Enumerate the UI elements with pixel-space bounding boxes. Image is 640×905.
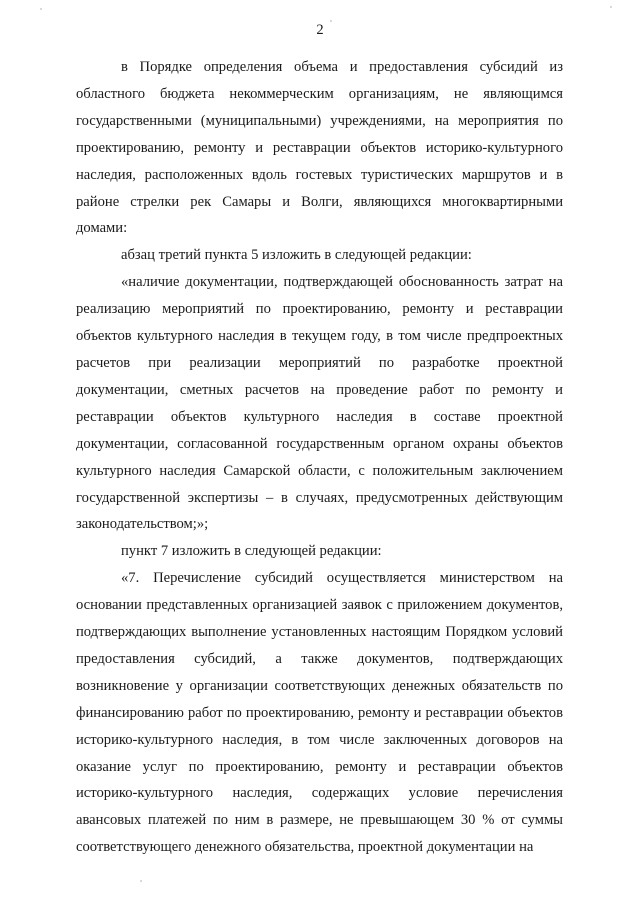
paragraph-clause-5-instruction: абзац третий пункта 5 изложить в следующей редакции:: [121, 247, 472, 264]
document-body: [76, 54, 563, 861]
scan-speck: [140, 880, 142, 882]
scan-speck: [330, 20, 332, 22]
paragraph-clause-7-text: «7. Перечисление субсидий осуществляется министерством на основании представленных организацией заявок с приложением документов, подтверждающих выполнение установленных настоящим Порядком условий предоставления субсидий, а также документов, подтверждающих возникновение у организации соответствующих денежных обязательств по финансированию работ по проектированию, ремонту и реставрации объектов историко-культурного наследия, в том числе заключенных договоров на оказание услуг по проектированию, ремонту и реставрации объектов историко-культурного наследия, содержащих условие перечисления авансовых платежей по ним в размере, не превышающем 30 % от суммы соответствующего денежного обязательства, проектной документации на: [76, 570, 563, 856]
paragraph-order-title: в Порядке определения объема и предоставления субсидий из областного бюджета некоммерческим организациям, не являющимся государственными (муниципальными) учреждениями, на мероприятия по проектированию, ремонту и реставрации объектов историко-культурного наследия, расположенных вдоль гостевых туристических маршрутов и в районе стрелки рек Самары и Волги, являющихся многоквартирными домами:: [76, 59, 563, 237]
page-number: 2: [316, 22, 324, 38]
paragraph-clause-5-text: «наличие документации, подтверждающей обоснованность затрат на реализацию мероприятий по проектированию, ремонту и реставрации объектов культурного наследия в текущем году, в том числе предпроектных расчетов при реализации мероприятий по разработке проектной документации, сметных расчетов на проведение работ по ремонту и реставрации объектов культурного наследия в составе проектной документации, согласованной государственным органом охраны объектов культурного наследия Самарской области, с положительным заключением государственной экспертизы – в случаях, предусмотренных действующим законодательством;»;: [76, 274, 563, 533]
scan-speck: [40, 8, 42, 10]
scan-speck: [610, 6, 612, 8]
paragraph-clause-7-instruction: пункт 7 изложить в следующей редакции:: [121, 543, 382, 560]
